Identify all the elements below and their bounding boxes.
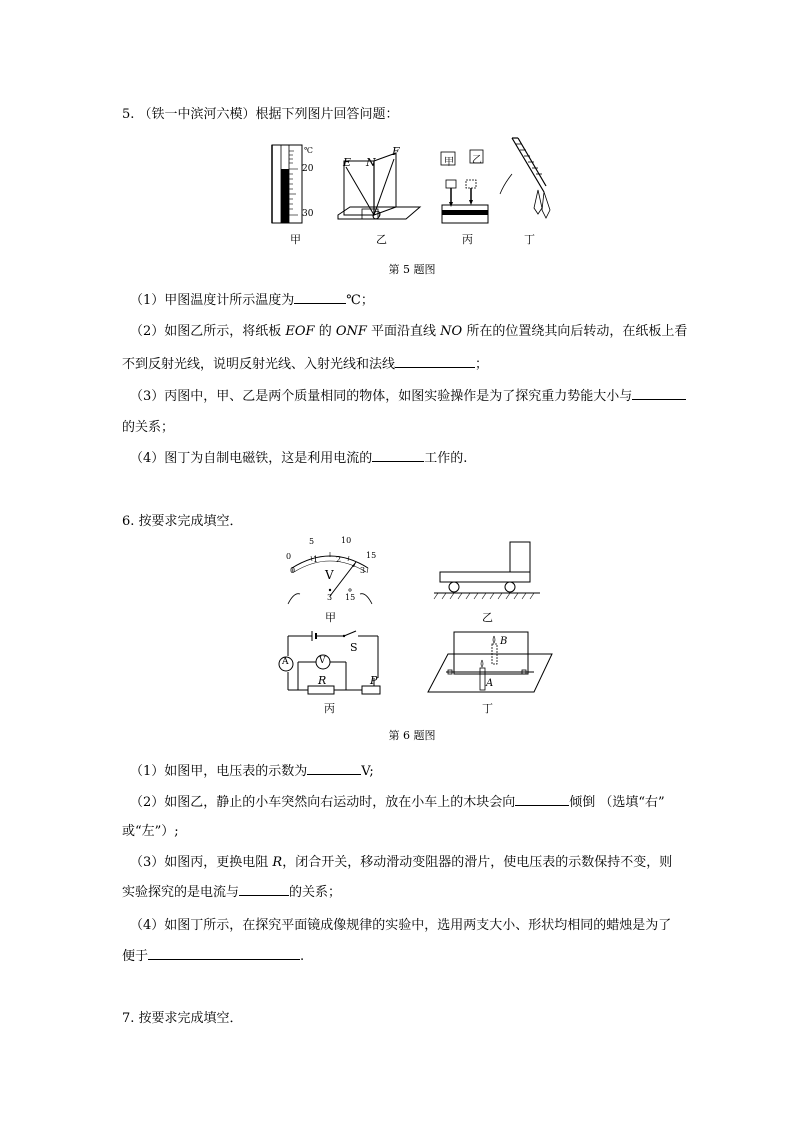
thermo-tick-30: 30 [302,209,314,219]
circuit-label-a: A [282,657,289,667]
q6-item-4: （4）如图丁所示，在探究平面镜成像规律的实验中，选用两支大小、形状均相同的蜡烛是为了 [130,918,672,933]
q5-thermometer-figure [268,143,328,225]
circuit-label-v: V [319,656,326,666]
q5-item-2-cont: 不到反射光线，说明反射光线、入射光线和法线 ； [122,357,489,372]
answer-blank[interactable] [632,388,686,400]
meter-symbol: V [325,568,334,582]
meter-top-tick-10: 10 [341,536,352,545]
meter-bottom-tick-0: 0 [290,566,296,575]
q6-item-2-cont: 或“左”）; [122,824,179,839]
q6-cart-block-figure [432,540,542,602]
q6-circuit-figure [274,630,384,696]
candle-label-b: B [500,636,508,647]
mirror-label-f: F [392,145,400,158]
thermo-unit: ℃ [304,146,313,155]
block-label-yi: 乙 [472,155,482,166]
block-label-jia: 甲 [444,157,454,168]
q6-fig-label-yi: 乙 [482,611,493,624]
meter-bottom-tick-2: 2 [336,555,342,564]
meter-terminal-15: 15 [345,593,356,602]
mirror-label-n: N [366,156,376,169]
meter-terminal-3: 3 [327,593,333,602]
q5-item-3-cont: 的关系； [122,420,175,435]
q6-title: 6. 按要求完成填空． [122,514,243,529]
circuit-label-r: R [318,674,327,687]
q5-fig-label-ding: 丁 [524,233,535,246]
candle-label-a: A [486,678,494,689]
meter-top-tick-15: 15 [366,551,377,560]
answer-blank[interactable] [307,763,361,775]
q7-title: 7. 按要求完成填空． [122,1011,243,1026]
q5-item-1: （1）甲图温度计所示温度为 ℃； [130,293,374,308]
q6-figure-caption: 第 6 题图 [388,729,436,742]
q5-title: 5. （铁一中滨河六模）根据下列图片回答问题： [122,107,399,122]
circuit-label-p: P [370,674,378,687]
q6-item-1: （1）如图甲，电压表的示数为 V; [130,764,374,779]
answer-blank[interactable] [294,292,346,304]
answer-blank[interactable] [372,450,424,462]
thermo-tick-20: 20 [302,164,314,174]
mirror-label-e: E [343,156,352,169]
q5-electromagnet-figure [498,134,558,226]
answer-blank[interactable] [148,948,300,960]
q5-item-4: （4）图丁为自制电磁铁，这是利用电流的 工作的. [130,451,468,466]
q5-fig-label-yi: 乙 [376,233,387,246]
meter-bottom-tick-3: 3 [360,566,366,575]
meter-bottom-tick-1: 1 [313,555,319,564]
mirror-label-o: O [372,209,382,222]
circuit-label-s: S [350,641,358,654]
answer-blank[interactable] [395,356,475,368]
q6-fig-label-bing: 丙 [324,702,335,715]
q6-fig-label-ding: 丁 [482,702,493,715]
q5-fig-label-bing: 丙 [462,233,473,246]
q5-item-3: （3）丙图中，甲、乙是两个质量相同的物体，如图实验操作是为了探究重力势能大小与 [130,385,686,404]
q5-figure-caption: 第 5 题图 [388,263,436,276]
meter-top-tick-0: 0 [286,552,292,561]
q5-fig-label-jia: 甲 [290,233,301,246]
answer-blank[interactable] [239,884,289,896]
answer-blank[interactable] [515,794,569,806]
q5-item-2: （2）如图乙所示，将纸板 EOF 的 ONF 平面沿直线 NO 所在的位置绕其向后转动，在纸板上看 [130,324,688,339]
meter-top-tick-5: 5 [309,537,315,546]
q6-item-4-cont: 便于 . [122,949,305,964]
q6-item-3: （3）如图丙，更换电阻 R，闭合开关，移动滑动变阻器的滑片，使电压表的示数保持不变，则 [130,855,673,870]
q6-item-2: （2）如图乙，静止的小车突然向右运动时，放在小车上的木块会向 倾倒 （选填“右” [130,795,665,810]
q6-item-3-cont: 实验探究的是电流与 的关系； [122,885,342,900]
q6-fig-label-jia: 甲 [325,611,336,624]
